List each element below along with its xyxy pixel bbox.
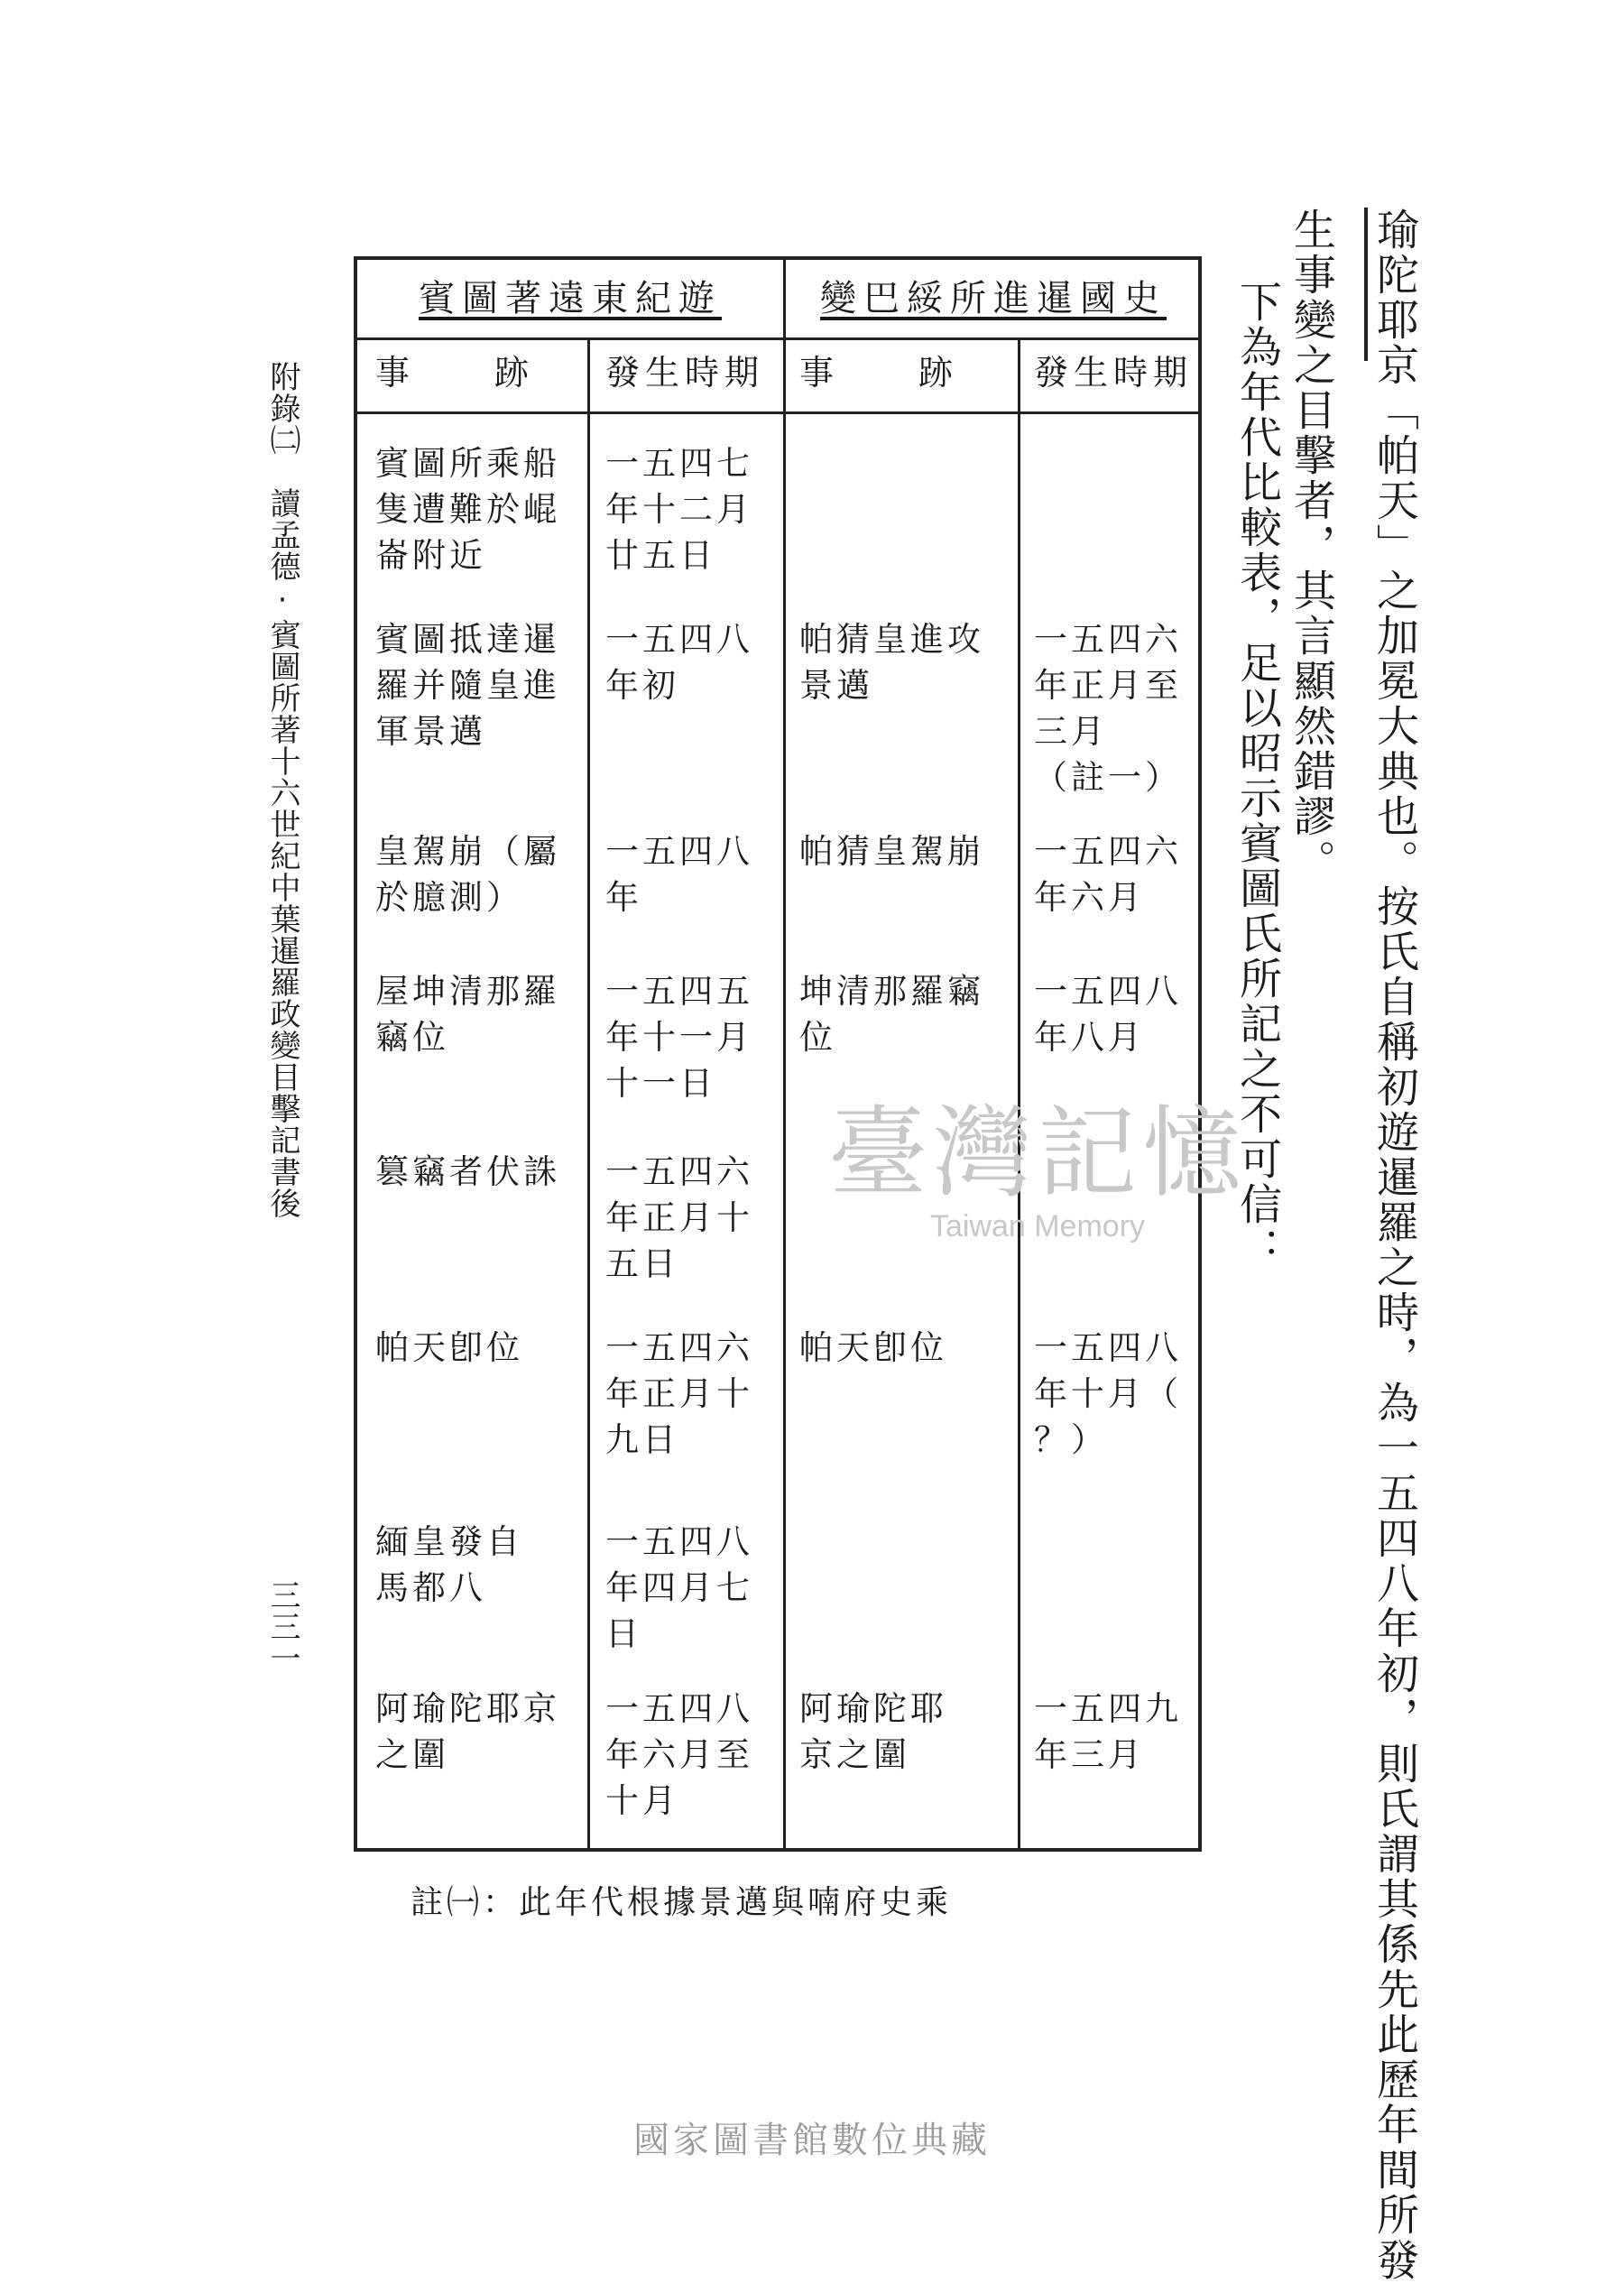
cell-line: 十一日 (605, 1064, 716, 1103)
group-header-history: 史國暹進所綏巴變 (820, 278, 1167, 319)
cell-pinto-event (375, 1686, 560, 1778)
cell-line: 五日 (605, 1244, 679, 1283)
cell-history-event (799, 1325, 947, 1371)
watermark-chinese: 臺灣記憶 (828, 1095, 1247, 1211)
cell-line: 年正月十 (605, 1198, 753, 1237)
cell-line: 帕天卽位 (799, 1328, 947, 1367)
body-text-column-1: 瑜陀耶京「帕天」之加冕大典也。按氏自稱初遊暹羅之時，為一五四八年初，則氏謂其係先此歷年間所發 (1370, 208, 1419, 2283)
cell-line: 賓圖抵達暹 (375, 620, 560, 659)
cell-line: 年六月 (1034, 878, 1145, 917)
cell-pinto-event (375, 1519, 523, 1611)
footnote: 註㈠：此年代根據景邁與喃府史乘 (411, 1884, 953, 1921)
cell-line: 竊位 (375, 1018, 449, 1057)
cell-line: 帕天卽位 (375, 1328, 523, 1367)
cell-line: 隻遭難於崐 (375, 490, 560, 529)
header-divider (357, 411, 1198, 414)
page-number: 三三一 (264, 1579, 300, 1674)
cell-line: 一五四八 (1034, 1328, 1182, 1367)
cell-history-date (1034, 968, 1182, 1060)
cell-line: 日 (605, 1614, 642, 1653)
cell-pinto-date (605, 968, 753, 1106)
cell-line: 一五四八 (605, 1689, 753, 1728)
cell-history-date (1034, 828, 1182, 920)
cell-line: 阿瑜陀耶 (799, 1689, 947, 1728)
cell-line: 一五四八 (605, 1522, 753, 1561)
cell-line: 崙附近 (375, 536, 486, 575)
cell-pinto-date (605, 616, 753, 708)
cell-pinto-date (605, 1325, 753, 1463)
cell-line: 十月 (605, 1781, 679, 1820)
col-divider (587, 337, 590, 1848)
cell-line: 年正月十 (605, 1374, 753, 1413)
cell-pinto-event (375, 616, 560, 754)
cell-line: 廿五日 (605, 536, 716, 575)
body-text-column-2: 生事變之目擊者，其言顯然錯謬。 (1287, 208, 1336, 884)
cell-line: 年八月 (1034, 1018, 1145, 1057)
cell-pinto-date (605, 1149, 753, 1287)
cell-line: 一五四五 (605, 972, 753, 1011)
cell-line: 阿瑜陀耶京 (375, 1689, 560, 1728)
cell-line: 年三月 (1034, 1735, 1145, 1774)
cell-pinto-date (605, 828, 753, 920)
cell-history-event (799, 828, 984, 874)
cell-line: 緬皇發自 (375, 1522, 523, 1561)
cell-line: 年正月至 (1034, 666, 1182, 705)
cell-line: 軍景邁 (375, 712, 486, 751)
cell-history-event (799, 968, 984, 1060)
cell-line: 年十月（ (1034, 1374, 1182, 1413)
cell-line: 羅并隨皇進 (375, 666, 560, 705)
cell-line: 京之圍 (799, 1735, 910, 1774)
cell-pinto-event (375, 1325, 523, 1371)
header-date-pinto: 發生時期 (605, 353, 765, 393)
cell-line: 之圍 (375, 1735, 449, 1774)
cell-history-event (799, 1686, 947, 1778)
body-text-column-3: 下為年代比較表，足以昭示賓圖氏所記之不可信： (1232, 280, 1282, 1272)
cell-line: 年六月至 (605, 1735, 753, 1774)
cell-line: 帕猜皇駕崩 (799, 832, 984, 871)
appendix-side-title: 附錄㈡ 讀孟德·賓圖所著十六世紀中葉暹羅政變目擊記書後 (264, 361, 300, 1219)
cell-line: 賓圖所乘船 (375, 444, 560, 483)
proper-noun-bracket (1364, 208, 1368, 361)
chronology-comparison-table (354, 256, 1202, 1852)
cell-line: 年十二月 (605, 490, 753, 529)
cell-pinto-event (375, 828, 560, 920)
cell-pinto-date (605, 1686, 753, 1824)
cell-line: 年 (605, 878, 642, 917)
cell-line: 坤清那羅竊 (799, 972, 984, 1011)
cell-line: 帕猜皇進攻 (799, 620, 984, 659)
cell-line: 屋坤清那羅 (375, 972, 560, 1011)
header-event-history: 事 跡 (799, 353, 959, 393)
cell-line: 一五四六 (1034, 620, 1182, 659)
watermark-english: Taiwan Memory (929, 1209, 1146, 1243)
cell-line: 一五四六 (1034, 832, 1182, 871)
cell-line: 一五四九 (1034, 1689, 1182, 1728)
cell-line: 年四月七 (605, 1568, 753, 1607)
cell-line: 於臆測） (375, 878, 523, 917)
cell-line: 一五四六 (605, 1152, 753, 1191)
cell-line: 年十一月 (605, 1018, 753, 1057)
cell-line: 三月 (1034, 712, 1108, 751)
cell-line: （註一） (1034, 758, 1182, 797)
cell-line: 皇駕崩（屬 (375, 832, 560, 871)
group-header-pinto: 遊紀東遠著圖賓 (419, 278, 722, 319)
cell-pinto-event (375, 440, 560, 578)
cell-line: 篡竊者伏誅 (375, 1152, 560, 1191)
cell-pinto-event (375, 1149, 560, 1195)
cell-line: 九日 (605, 1420, 679, 1459)
cell-line: 馬都八 (375, 1568, 486, 1607)
cell-line: 一五四八 (1034, 972, 1182, 1011)
cell-line: 一五四八 (605, 620, 753, 659)
cell-pinto-event (375, 968, 560, 1060)
cell-history-event (799, 616, 984, 708)
cell-line: 一五四八 (605, 832, 753, 871)
cell-line: 位 (799, 1018, 836, 1057)
cell-history-date (1034, 1686, 1182, 1778)
cell-history-date (1034, 1325, 1182, 1463)
header-divider (357, 337, 1198, 340)
cell-line: 一五四六 (605, 1328, 753, 1367)
cell-pinto-date (605, 1519, 753, 1657)
cell-line: 一五四七 (605, 444, 753, 483)
cell-line: ？） (1034, 1420, 1108, 1459)
header-event-pinto: 事 跡 (375, 353, 535, 393)
cell-line: 景邁 (799, 666, 873, 705)
cell-history-date (1034, 616, 1182, 800)
cell-pinto-date (605, 440, 753, 578)
library-footer: 國家圖書館數位典藏 (633, 2120, 991, 2161)
group-divider (783, 260, 786, 1848)
cell-line: 年初 (605, 666, 679, 705)
header-date-history: 發生時期 (1034, 353, 1194, 393)
taiwan-memory-watermark (803, 1074, 1272, 1244)
